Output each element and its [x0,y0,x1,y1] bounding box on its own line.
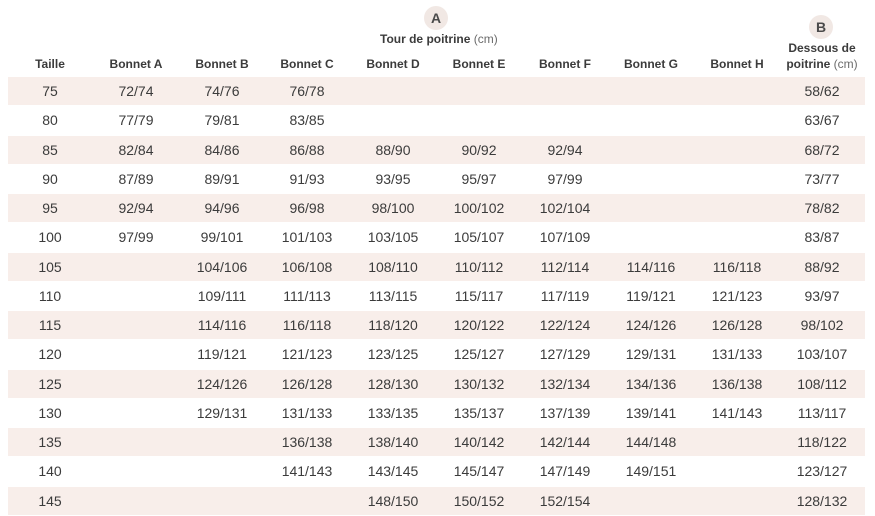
cup-cell [94,311,178,339]
underbust-cell: 113/117 [797,404,847,421]
cup-cell: 119/121 [197,346,247,363]
size-cell: 125 [38,375,62,392]
column-header-5: Bonnet E [452,57,506,71]
underbust-cell: 98/102 [800,317,844,333]
cup-cell [351,106,435,134]
cup-cell: 108/110 [368,258,418,275]
cup-cell: 87/89 [118,170,154,187]
cup-cell: 79/81 [204,112,240,129]
cup-cell: 132/134 [539,375,591,392]
cup-cell: 140/142 [453,434,505,450]
cup-cell: 137/139 [539,404,591,421]
table-row [8,370,865,399]
cup-cell: 106/108 [281,258,333,275]
cup-cell: 141/143 [281,463,333,480]
cup-cell: 84/86 [204,141,240,158]
cup-cell: 120/122 [453,317,505,333]
table-row [8,77,865,106]
column-header-0: Taille [35,57,65,71]
underbust-cell: 123/127 [796,463,848,480]
cup-cell: 95/97 [461,170,497,187]
cup-cell: 110/112 [454,258,504,275]
cup-cell: 131/133 [711,346,763,363]
table-row [8,340,865,369]
cup-cell: 94/96 [204,200,240,216]
cup-cell [695,136,779,164]
size-cell: 85 [42,141,58,158]
cup-cell: 97/99 [547,170,583,187]
cup-cell [180,457,264,485]
cup-cell: 150/152 [453,492,505,509]
cup-cell [695,457,779,485]
cup-cell: 131/133 [281,404,333,421]
size-cell: 130 [38,404,62,421]
cup-cell [437,77,521,105]
cup-cell [94,487,178,515]
cup-cell: 143/145 [367,463,419,480]
cup-cell: 104/106 [196,258,248,275]
cup-cell: 109/111 [197,287,247,304]
cup-cell: 121/123 [281,346,333,363]
underbust-cell: 108/112 [797,375,847,392]
badge-b: B [809,15,833,39]
size-cell: 100 [38,229,62,246]
cup-cell: 103/105 [367,229,419,246]
cup-cell: 111/113 [283,287,331,304]
group-a-label-text: Tour de poitrine [380,32,471,46]
cup-cell: 114/116 [197,317,247,333]
table-row [8,487,865,516]
cup-cell: 122/124 [539,317,591,333]
cup-cell: 126/128 [281,375,333,392]
cup-cell: 105/107 [453,229,505,246]
table-row [8,223,865,252]
cup-cell [94,253,178,281]
cup-cell [695,428,779,456]
cup-cell [609,194,693,222]
cup-cell [94,370,178,398]
cup-cell: 96/98 [289,200,325,216]
header-underbust-unit: (cm) [833,57,858,71]
column-header-1: Bonnet A [109,57,163,71]
cup-cell: 136/138 [281,434,333,450]
cup-cell: 149/151 [625,463,677,480]
underbust-cell: 83/87 [804,229,840,246]
cup-cell: 72/74 [118,83,154,99]
cup-cell [523,106,607,134]
cup-cell: 117/119 [540,287,590,304]
size-cell: 90 [42,170,58,187]
cup-cell: 100/102 [453,200,505,216]
cup-cell: 116/118 [282,317,332,333]
cup-cell [437,106,521,134]
cup-cell: 92/94 [118,200,154,216]
table-row [8,106,865,135]
cup-cell: 119/121 [626,287,676,304]
cup-cell: 93/95 [375,170,411,187]
cup-cell: 92/94 [547,141,583,158]
cup-cell: 74/76 [204,83,240,99]
cup-cell: 142/144 [539,434,591,450]
size-cell: 80 [42,112,58,129]
cup-cell [695,223,779,251]
cup-cell [695,487,779,515]
cup-cell: 124/126 [625,317,677,333]
size-cell: 135 [38,434,62,450]
cup-cell: 134/136 [625,375,677,392]
cup-cell: 88/90 [375,141,411,158]
underbust-cell: 128/132 [796,492,848,509]
cup-cell: 133/135 [367,404,419,421]
cup-cell: 101/103 [281,229,333,246]
cup-cell: 82/84 [118,141,154,158]
cup-cell [94,457,178,485]
size-cell: 120 [38,346,62,363]
cup-cell: 115/117 [454,287,504,304]
cup-cell: 129/131 [625,346,677,363]
cup-cell [180,428,264,456]
cup-cell [695,106,779,134]
cup-cell: 152/154 [539,492,591,509]
column-header-6: Bonnet F [539,57,591,71]
underbust-cell: 103/107 [796,346,848,363]
cup-cell: 147/149 [539,463,591,480]
cup-cell: 145/147 [453,463,505,480]
cup-cell [265,487,349,515]
header-underbust [783,40,861,72]
cup-cell [609,223,693,251]
table-row [8,165,865,194]
cup-cell: 113/115 [368,287,418,304]
underbust-cell: 88/92 [804,258,840,275]
cup-cell: 112/114 [540,258,590,275]
cup-cell: 130/132 [453,375,505,392]
cup-cell: 83/85 [289,112,325,129]
cup-cell: 77/79 [118,112,154,129]
cup-cell: 116/118 [712,258,762,275]
cup-cell: 141/143 [711,404,763,421]
cup-cell: 127/129 [539,346,591,363]
underbust-cell: 63/67 [804,112,840,129]
table-row [8,311,865,340]
underbust-cell: 58/62 [804,83,840,99]
table-row [8,399,865,428]
header-underbust-text: poitrine [786,57,831,71]
size-cell: 140 [38,463,62,480]
cup-cell: 90/92 [461,141,497,158]
header-underbust-line2 [783,56,861,72]
size-cell: 95 [42,200,58,216]
cup-cell: 135/137 [453,404,505,421]
cup-cell: 129/131 [196,404,248,421]
cup-cell: 128/130 [367,375,419,392]
cup-cell: 121/123 [711,287,763,304]
cup-cell: 136/138 [711,375,763,392]
column-header-2: Bonnet B [195,57,249,71]
cup-cell: 144/148 [625,434,677,450]
cup-cell [94,428,178,456]
badge-a: A [424,6,448,30]
cup-cell: 97/99 [118,229,154,246]
cup-cell: 98/100 [371,200,415,216]
cup-cell: 91/93 [289,170,325,187]
column-header-3: Bonnet C [280,57,334,71]
table-row [8,457,865,486]
cup-cell: 99/101 [200,229,244,246]
table-row [8,136,865,165]
cup-cell [94,399,178,427]
size-cell: 145 [38,492,62,509]
group-a-label [380,32,498,46]
size-cell: 105 [38,258,62,275]
underbust-cell: 73/77 [804,170,840,187]
cup-cell [609,136,693,164]
cup-cell [609,77,693,105]
cup-cell: 76/78 [289,83,325,99]
cup-cell [94,340,178,368]
cup-cell: 148/150 [367,492,419,509]
cup-cell [609,106,693,134]
size-cell: 110 [38,287,62,304]
underbust-cell: 78/82 [804,200,840,216]
column-header-7: Bonnet G [624,57,678,71]
cup-cell [94,282,178,310]
underbust-cell: 93/97 [804,287,840,304]
header-underbust-line1: Dessous de [788,41,856,55]
column-header-8: Bonnet H [710,57,764,71]
table-row [8,253,865,282]
cup-cell: 86/88 [289,141,325,158]
cup-cell [609,165,693,193]
size-cell: 75 [42,83,58,99]
underbust-cell: 118/122 [797,434,847,450]
cup-cell: 118/120 [368,317,418,333]
table-row [8,282,865,311]
cup-cell: 102/104 [539,200,591,216]
cup-cell: 126/128 [711,317,763,333]
cup-cell [523,77,607,105]
cup-cell [609,487,693,515]
cup-cell: 123/125 [367,346,419,363]
underbust-cell: 68/72 [804,141,840,158]
column-header-4: Bonnet D [366,57,420,71]
cup-cell: 125/127 [453,346,505,363]
size-table [8,77,865,516]
table-row [8,428,865,457]
cup-cell [695,77,779,105]
cup-cell [695,165,779,193]
cup-cell: 107/109 [539,229,591,246]
cup-cell [180,487,264,515]
cup-cell: 124/126 [196,375,248,392]
table-row [8,194,865,223]
cup-cell: 114/116 [626,258,676,275]
size-cell: 115 [38,317,62,333]
group-a-unit: (cm) [473,32,498,46]
cup-cell: 138/140 [367,434,419,450]
cup-cell [695,194,779,222]
cup-cell: 89/91 [204,170,240,187]
cup-cell: 139/141 [625,404,677,421]
cup-cell [351,77,435,105]
